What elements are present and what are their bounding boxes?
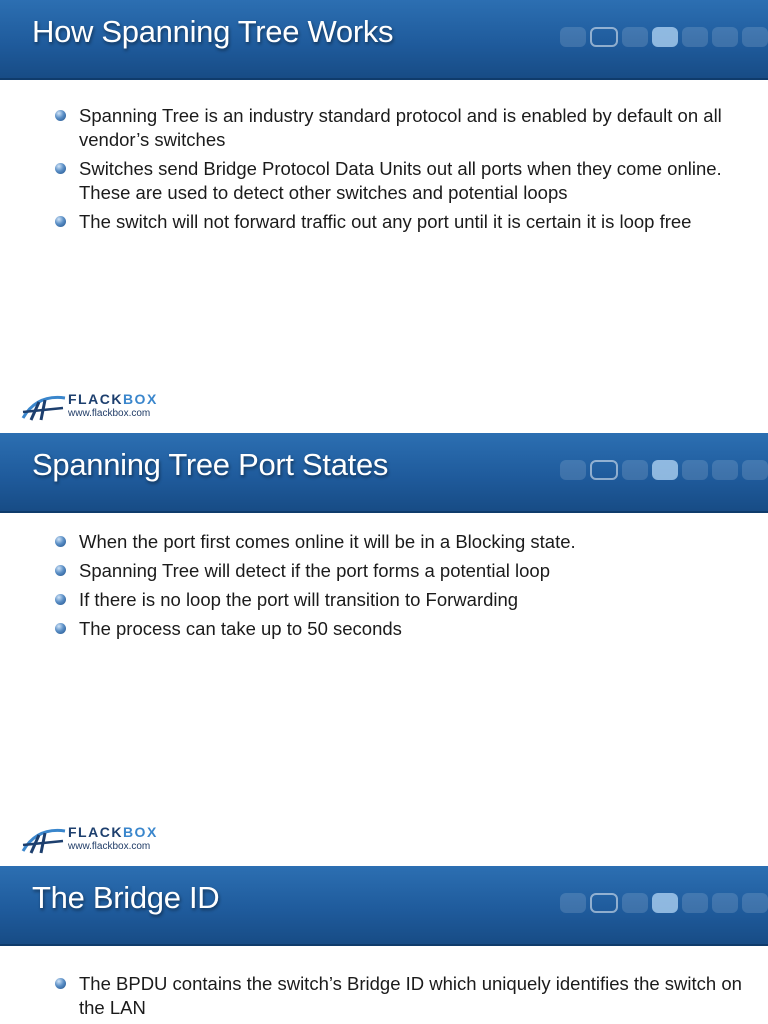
slide-title: The Bridge ID	[32, 880, 220, 915]
bullet-icon	[55, 110, 66, 121]
logo-brand: FLACKBOX	[68, 824, 158, 840]
bullet-list	[55, 104, 745, 239]
banner-decoration	[560, 893, 768, 913]
bullet-icon	[55, 163, 66, 174]
bullet-list	[55, 530, 745, 646]
bullet-icon	[55, 978, 66, 989]
flackbox-logo	[21, 390, 201, 424]
flackbox-logo	[21, 823, 201, 857]
list-item: When the port first comes online it will be in a Blocking state.	[55, 530, 745, 554]
bullet-icon	[55, 536, 66, 547]
slide-banner	[0, 0, 768, 80]
slide-banner	[0, 433, 768, 513]
bullet-icon	[55, 594, 66, 605]
bullet-icon	[55, 565, 66, 576]
list-item: Switches send Bridge Protocol Data Units out all ports when they come online. These are used to detect other switches and potential loops	[55, 157, 745, 205]
logo-url: www.flackbox.com	[68, 841, 151, 852]
bullet-icon	[55, 623, 66, 634]
banner-decoration	[560, 27, 768, 47]
bridge-logo-icon	[21, 390, 67, 422]
logo-brand: FLACKBOX	[68, 391, 158, 407]
slide-title: Spanning Tree Port States	[32, 447, 389, 482]
list-item: The BPDU contains the switch’s Bridge ID which uniquely identifies the switch on the LAN	[55, 972, 745, 1020]
slide-1	[0, 0, 768, 433]
list-item: The process can take up to 50 seconds	[55, 617, 745, 641]
bridge-logo-icon	[21, 823, 67, 855]
slide-banner	[0, 866, 768, 946]
slide-3	[0, 866, 768, 1024]
slide-2	[0, 433, 768, 866]
bullet-icon	[55, 216, 66, 227]
list-item: Spanning Tree will detect if the port forms a potential loop	[55, 559, 745, 583]
slide-title: How Spanning Tree Works	[32, 14, 394, 49]
list-item: If there is no loop the port will transition to Forwarding	[55, 588, 745, 612]
logo-url: www.flackbox.com	[68, 408, 151, 419]
bullet-list	[55, 972, 745, 1024]
banner-decoration	[560, 460, 768, 480]
list-item: The switch will not forward traffic out any port until it is certain it is loop free	[55, 210, 745, 234]
list-item: Spanning Tree is an industry standard protocol and is enabled by default on all vendor’s switches	[55, 104, 745, 152]
